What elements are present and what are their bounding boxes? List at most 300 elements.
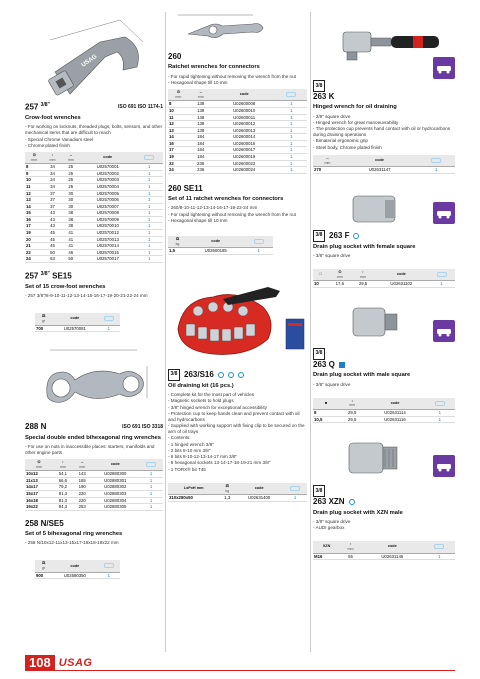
table-cell: 38 [62,216,80,223]
table-row [313,410,455,417]
table-cell: U02570003 [80,177,136,184]
page-footer [25,655,92,671]
table-cell: 20 [25,236,43,243]
square-type-icon [339,362,345,368]
square-drive-badge: 3/8 [313,230,325,242]
product-description [25,124,163,148]
col-header: code [342,155,417,167]
code-text: 263 K [313,92,335,101]
table-cell: 1 [276,134,307,141]
ring-wrench-image [25,344,163,422]
desc-line: - Special Chrome Vanadium steel [25,136,94,142]
cart-icon [286,92,296,97]
col-header [62,152,80,164]
table-row [35,325,120,332]
table-cell: 1 [139,477,163,484]
table-cell: U02631116 [365,416,424,423]
table-cell: 24 [168,167,189,174]
table-cell: 1 [136,197,164,204]
product-code-263-s16 [168,369,307,381]
table-row [168,114,307,121]
table-row [168,495,307,502]
desc-line: - 3/8" square drive [313,252,351,258]
spec-table [25,152,163,263]
table-cell: 1 [136,223,164,230]
svg-text:USAG: USAG [80,53,99,69]
col-unit: mm [360,274,366,279]
column-divider [310,12,311,652]
table-cell: 21 [25,243,43,250]
desc-line: - 3/8" square drive [313,518,351,524]
table-cell: 34 [43,183,61,190]
table-cell: 11 [168,114,189,121]
product-code-258n-se5 [25,519,163,529]
table-cell: 1 [276,167,307,174]
col-header: XZN [313,541,340,553]
ring-wrench-illustration [25,344,163,422]
length-icon: ↔ [325,155,330,160]
table-cell: 138 [189,127,213,134]
table-cell: 1,3 [219,495,235,502]
table-row [168,160,307,167]
desc-line: - 258 N/10x12-11x13-15x17-16x18-19x22 mm [25,540,119,546]
desc-line: - Complete kit for the most part of vehicles [168,392,255,398]
col-header [351,269,374,281]
table-row [25,164,163,171]
table-cell: 25 [62,170,80,177]
table-cell: U02570009 [80,216,136,223]
table-cell: 55 [340,553,361,560]
col-header [417,155,455,167]
col-unit: mm [324,160,331,165]
table-row [25,471,163,478]
product-title: Special double ended bihexagonal ring wrenches [25,434,161,441]
table-row [25,236,163,243]
table-cell: 50 [62,256,80,263]
bit-icon [218,372,224,378]
col-header [43,152,61,164]
table-row [25,177,163,184]
col-header [328,269,351,281]
table-row [25,190,163,197]
table-cell: 1 [276,101,307,108]
table-cell: 143 [73,471,91,478]
table-cell: 1 [136,230,164,237]
col-unit: gr [41,319,46,324]
table-cell: 30 [62,203,80,210]
oil-kit-image [168,269,307,369]
table-cell: 34 [43,170,61,177]
footer-rule [25,670,455,671]
table-cell: U02570006 [80,197,136,204]
male-socket-image [313,302,455,348]
table-row [25,216,163,223]
table-row [25,203,163,210]
table-cell: 45 [43,236,61,243]
table-cell: 1 [98,325,120,332]
table-cell: U02600016 [213,140,276,147]
col-header: code [375,269,429,281]
desc-line: - Protection cup to keep hands clean and prevent contact with oil and hydrocarbons [168,410,300,422]
table-cell: 38 [62,210,80,217]
table-cell: 190 [73,484,91,491]
cart-icon [434,544,444,549]
col-header [98,560,120,572]
col-unit: kg [175,241,180,246]
code-fraction: 3/8" [40,270,50,277]
table-cell: 1 [136,243,164,250]
table-cell: 43 [43,210,61,217]
table-row [25,256,163,263]
spec-table [25,459,163,511]
desc-line: - For rapid tightening without removing the wrench from the nut [168,73,296,79]
square-drive-badge: 3/8 [313,348,325,360]
table-row [168,167,307,174]
table-cell: U02570014 [80,243,136,250]
code-text: 257 [25,271,41,281]
length-icon: ↕ [349,542,352,547]
table-cell: U02570007 [80,203,136,210]
right-column [313,12,455,560]
cart-icon [104,316,114,321]
table-cell: 50 [43,249,61,256]
table-cell: 1 [136,170,164,177]
desc-line: - The protection cup prevents hand contact with oil or hydrocarbons during draining operations [313,126,451,138]
code-suffix: SE15 [49,271,72,281]
col-unit: mm [197,94,204,99]
table-cell: 19 [25,230,43,237]
table-cell: U02880301 [91,477,139,484]
product-title: Set of 15 crow-foot wrenches [25,283,106,290]
table-cell: 8 [168,101,189,108]
product-code-263q [313,348,455,360]
table-cell: 46 [62,249,80,256]
product-code-263f [313,230,455,242]
product-title: Hinged wrench for oil draining [313,104,397,111]
product-description [168,392,307,473]
iso-standard: ISO 691 ISO 1174-1 [117,104,163,111]
desc-line: - AUDI gearbox [313,525,345,531]
socket-type-icon [353,233,359,239]
desc-line: - 3/8" hinged wrench for exceptional accessibility [168,404,267,410]
product-description [168,205,307,224]
table-cell: 66,6 [53,477,74,484]
col-header [25,152,43,164]
desc-line: - For rapid tightening without removing the wrench from the nut [168,211,296,217]
middle-column [168,12,307,502]
table-cell: 1 [136,210,164,217]
cart-icon [431,158,441,163]
code-text: 263 Q [313,359,335,369]
table-cell: 1 [425,416,455,423]
table-cell: U02570081 [52,325,97,332]
vehicle-category-icon [433,320,455,342]
table-cell: U02570012 [80,230,136,237]
table-cell: 13 [25,197,43,204]
code-fraction: 3/8" [40,102,50,108]
table-cell: 29,5 [339,410,365,417]
col-header [53,459,74,471]
table-cell: 10 [168,107,189,114]
col-header [424,541,455,553]
table-cell: U02600013 [213,127,276,134]
table-cell: 1 [276,121,307,128]
table-cell: 1 [136,236,164,243]
table-cell: 43 [43,216,61,223]
vehicle-category-icon [433,57,455,79]
table-cell: 45 [43,230,61,237]
spec-table [168,236,273,255]
socket-icon [228,372,234,378]
length-icon: ↕ [362,269,364,274]
table-cell: 9 [25,170,43,177]
cart-icon [146,462,156,467]
table-cell: 37 [43,190,61,197]
table-cell: U02631114 [365,410,424,417]
table-cell: U02600012 [213,121,276,128]
table-cell: U02880305 [91,504,139,511]
product-description [313,382,455,388]
table-cell: U02600024 [213,167,276,174]
product-description [313,519,455,531]
col-unit: mm [347,546,354,551]
table-cell: 165 [73,477,91,484]
product-title: Drain plug socket with female square [313,243,416,250]
table-cell: 700 [35,325,52,332]
table-cell: 1 [139,471,163,478]
weight-icon: ⚖ [41,314,46,319]
cart-icon [290,486,300,491]
table-cell: 29,5 [339,416,365,423]
table-cell: 54,1 [53,471,74,478]
brand-logo: USAG [58,657,93,669]
table-cell: 41 [62,230,80,237]
table-cell: 138 [189,107,213,114]
table-cell: 43 [43,223,61,230]
product-title: Oil draining kit (16 pcs.) [168,382,234,389]
column-divider [165,12,166,652]
table-cell: 30 [62,190,80,197]
xzn-type-icon [349,499,355,505]
table-cell: M16 [313,553,340,560]
desc-line: - 2 bits 8-10 mm 3/8" [168,447,211,453]
crow-foot-wrench-image [25,12,163,102]
table-cell: 1 [139,504,163,511]
table-cell: 22 [168,160,189,167]
table-cell: 15 [25,210,43,217]
table-cell: U02570002 [80,170,136,177]
desc-line: - Hexagonal shape till 10 mm [168,79,228,85]
table-cell: 45 [43,243,61,250]
table-cell: 1 [136,249,164,256]
table-cell: U02631102 [375,281,429,288]
table-cell: 22 [25,249,43,256]
table-cell: 1 [276,153,307,160]
col-unit: gr [41,566,46,571]
square-drive-badge: 3/8 [313,80,325,92]
product-code-260-se11 [168,184,307,194]
table-cell: 1 [136,164,164,171]
product-title: Drain plug socket with male square [313,372,411,379]
ratchet-wrench-image [168,12,307,52]
table-row [35,572,120,579]
table-cell: U02600011 [213,114,276,121]
table-cell: 17 [168,147,189,154]
table-cell: 29,5 [351,281,374,288]
table-cell: 19 [168,153,189,160]
table-cell: 12 [168,121,189,128]
table-cell: U02631147 [342,167,417,174]
col-unit: mm [49,157,56,162]
col-unit: kg [225,488,230,493]
col-unit: mm [175,94,182,99]
col-header: code [365,398,424,410]
table-cell: 1 [139,497,163,504]
table-cell: 10,5 [313,416,339,423]
col-header [313,269,328,281]
table-cell: U02570004 [80,183,136,190]
table-cell: 30 [62,197,80,204]
code-text: 263 F [329,230,350,240]
cart-icon [437,272,447,277]
table-cell: 1 [136,190,164,197]
table-cell: 14 [168,134,189,141]
vehicle-category-icon [433,455,455,477]
table-cell: 1 [136,177,164,184]
table-cell: U02600185 [187,248,245,255]
table-cell: 17 [25,223,43,230]
table-cell: 1,5 [168,248,187,255]
table-cell: 13 [168,127,189,134]
cart-icon [254,239,264,244]
col-header [313,155,342,167]
table-cell: 1 [244,248,273,255]
page-number: 108 [25,655,55,671]
table-row [25,230,163,237]
col-header [136,152,164,164]
hinged-wrench-image [313,12,455,80]
spec-table [313,269,455,288]
spec-table [168,89,307,174]
table-cell: 25 [62,164,80,171]
product-title: Drain plug socket with XZN male [313,509,403,516]
code-text: 257 [25,102,41,112]
diameter-icon: ⊙ [338,269,342,274]
desc-line: - Hexagonal shape till 10 mm [168,217,228,223]
code-text: 260 SE11 [168,183,203,193]
table-row [25,477,163,484]
col-header [189,89,213,101]
table-row [25,223,163,230]
table-cell: U02880304 [91,497,139,504]
table-cell: U02600010 [213,107,276,114]
table-row [168,107,307,114]
table-cell: 138 [189,114,213,121]
table-cell: 16 [168,140,189,147]
desc-line: - Bimaterial ergonomic grip [313,138,368,144]
table-cell: 25 [62,177,80,184]
table-cell: 41 [62,236,80,243]
col-header [35,560,52,572]
table-cell: U02631145 [361,553,424,560]
col-header [276,89,307,101]
height-icon: ↕ [61,459,64,464]
col-header: code [80,152,136,164]
table-cell: 10 [313,281,328,288]
table-cell: U02570008 [80,210,136,217]
table-cell: 1 [276,140,307,147]
desc-line: - 1 hinged wrench 3/8" [168,441,214,447]
vehicle-category-icon [433,202,455,224]
table-row [25,249,163,256]
product-title: Set of 11 ratchet wrenches for connectors [168,196,284,203]
col-header [219,483,235,495]
table-row [313,167,455,174]
table-cell: U02600014 [213,134,276,141]
product-code-263xzn [313,485,455,497]
table-cell: 1 [136,216,164,223]
weight-icon: ⚖ [225,483,229,488]
table-cell: 138 [189,121,213,128]
table-cell: 1 [276,107,307,114]
table-cell: 14 [25,203,43,210]
table-cell: 1 [283,495,307,502]
table-cell: 53 [43,256,61,263]
col-header [98,313,120,325]
col-unit: mm [67,157,74,162]
table-cell: U02570001 [80,164,136,171]
table-row [25,491,163,498]
size-icon: ⊙ [37,459,41,464]
spec-table [35,313,120,332]
table-cell: 81,3 [53,497,74,504]
table-cell: 14x17 [25,484,53,491]
col-unit: mm [31,157,38,162]
desc-line: - 3/8" square drive [313,381,351,387]
table-row [313,416,455,423]
table-cell: 19x22 [25,504,53,511]
table-cell: 15x17 [25,491,53,498]
iso-standard: ISO 691 ISO 3318 [122,424,163,431]
table-cell: 184 [189,134,213,141]
table-cell: 900 [35,572,52,579]
table-cell: U02631400 [235,495,283,502]
table-cell: 16 [25,216,43,223]
product-description [25,293,163,299]
table-cell: 37 [43,203,61,210]
table-cell: 1 [139,484,163,491]
code-text: 263/S16 [184,369,214,379]
col-header [340,541,361,553]
ring-icon [238,372,244,378]
table-cell: 34 [43,177,61,184]
product-code-263q-text [313,360,455,370]
table-cell: 184 [189,153,213,160]
cart-icon [144,155,154,160]
size-icon: ⊙ [176,89,180,94]
table-cell: 8 [313,410,339,417]
code-text: 258 N/SE5 [25,518,64,528]
spec-table [168,483,307,502]
table-cell: 1 [424,553,455,560]
table-cell: U02580350 [52,572,97,579]
table-cell: U02880300 [91,471,139,478]
length-icon: ↔ [80,459,85,464]
table-row [25,243,163,250]
product-code-288n [25,422,163,432]
table-row [25,183,163,190]
table-row [313,281,455,288]
